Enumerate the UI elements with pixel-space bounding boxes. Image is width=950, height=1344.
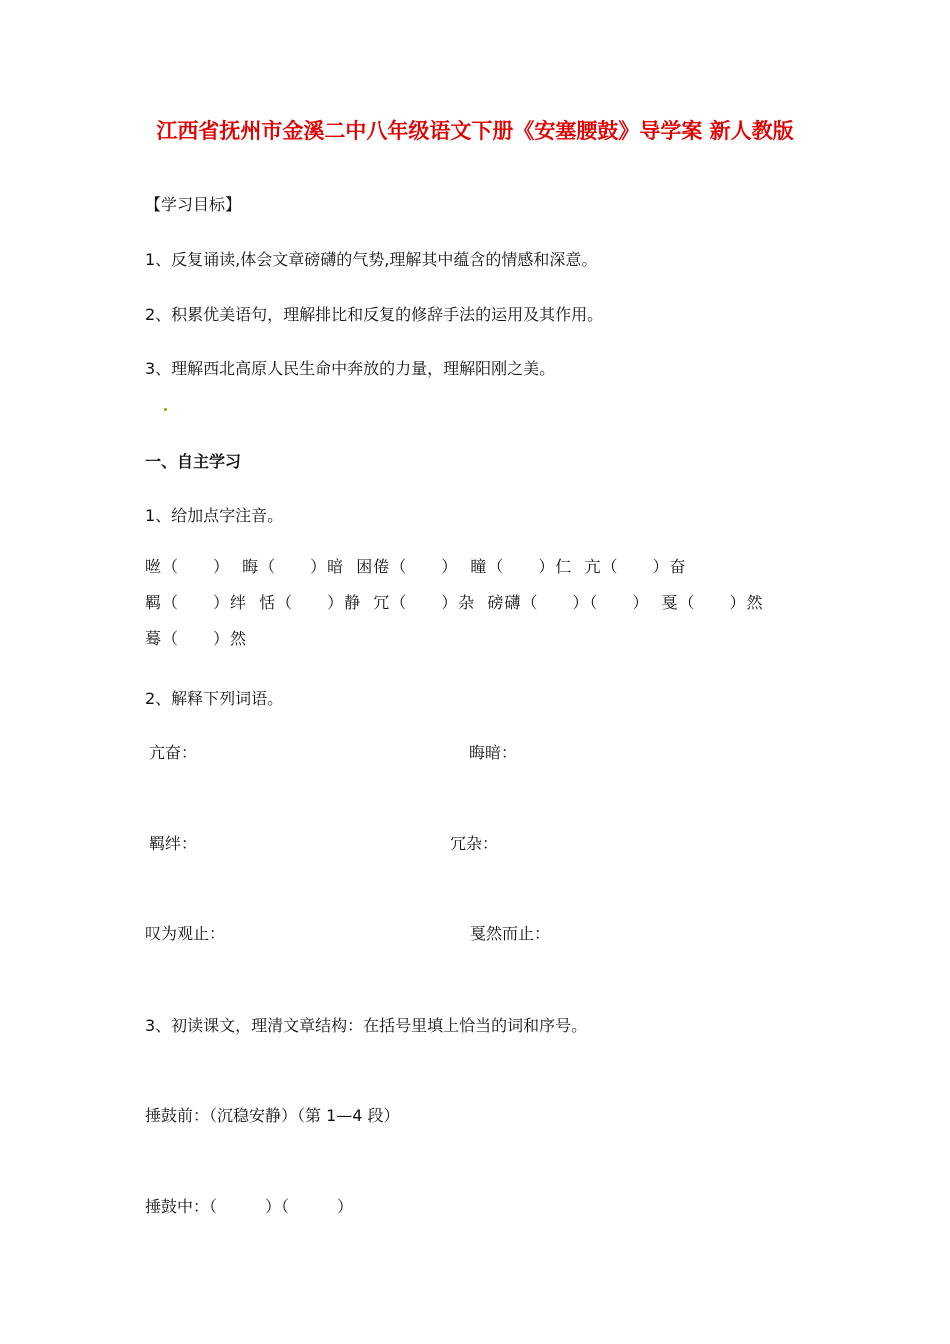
term-huian: 晦暗： (469, 743, 518, 762)
term-jiban: 羁绊： (149, 834, 198, 853)
pinyin-item: 冗（ ）杂 (373, 593, 476, 612)
pinyin-item: 恬（ ）静 (259, 593, 362, 612)
pinyin-item: 亢（ ）奋 (584, 557, 687, 576)
pinyin-item: 晦（ ）暗 (242, 557, 345, 576)
question-2-definitions: 2、解释下列词语。 (145, 689, 284, 708)
pinyin-item: 羁（ ）绊 (145, 593, 248, 612)
pinyin-exercise (145, 549, 805, 657)
structure-before-drumming: 捶鼓前：（沉稳安静）（第 1—4 段） (145, 1106, 400, 1125)
term-jiaranerzhi: 戛然而止： (470, 924, 551, 943)
document-title: 江西省抚州市金溪二中八年级语文下册《安塞腰鼓》导学案 新人教版 (156, 119, 794, 143)
objective-item-1: 1、反复诵读,体会文章磅礴的气势,理解其中蕴含的情感和深意。 (145, 250, 598, 269)
pinyin-item: 瞳（ ）仁 (470, 557, 573, 576)
term-tanweiguanzhi: 叹为观止： (145, 924, 226, 943)
pinyin-item: 磅礴（ ）（ ） (487, 593, 650, 612)
pinyin-item: 困倦（ ） (356, 557, 459, 576)
pinyin-item: 蓦（ ）然 (145, 629, 248, 648)
term-rongza: 冗杂： (450, 834, 499, 853)
term-kangfen: 亢奋： (149, 743, 198, 762)
objective-item-3: 3、理解西北高原人民生命中奔放的力量，理解阳刚之美。 (145, 359, 556, 378)
stray-dot-mark (164, 408, 167, 411)
section-heading-self-study: 一、自主学习 (145, 452, 242, 471)
question-3-structure: 3、初读课文，理清文章结构：在括号里填上恰当的词和序号。 (145, 1016, 588, 1035)
pinyin-item: 咝（ ） (145, 557, 231, 576)
objective-item-2: 2、积累优美语句，理解排比和反复的修辞手法的运用及其作用。 (145, 305, 604, 324)
structure-during-drumming: 捶鼓中：（ ）（ ） (145, 1197, 354, 1216)
question-1-pinyin: 1、给加点字注音。 (145, 506, 284, 525)
objectives-heading: 【学习目标】 (145, 195, 242, 214)
pinyin-item: 戛（ ）然 (661, 593, 764, 612)
